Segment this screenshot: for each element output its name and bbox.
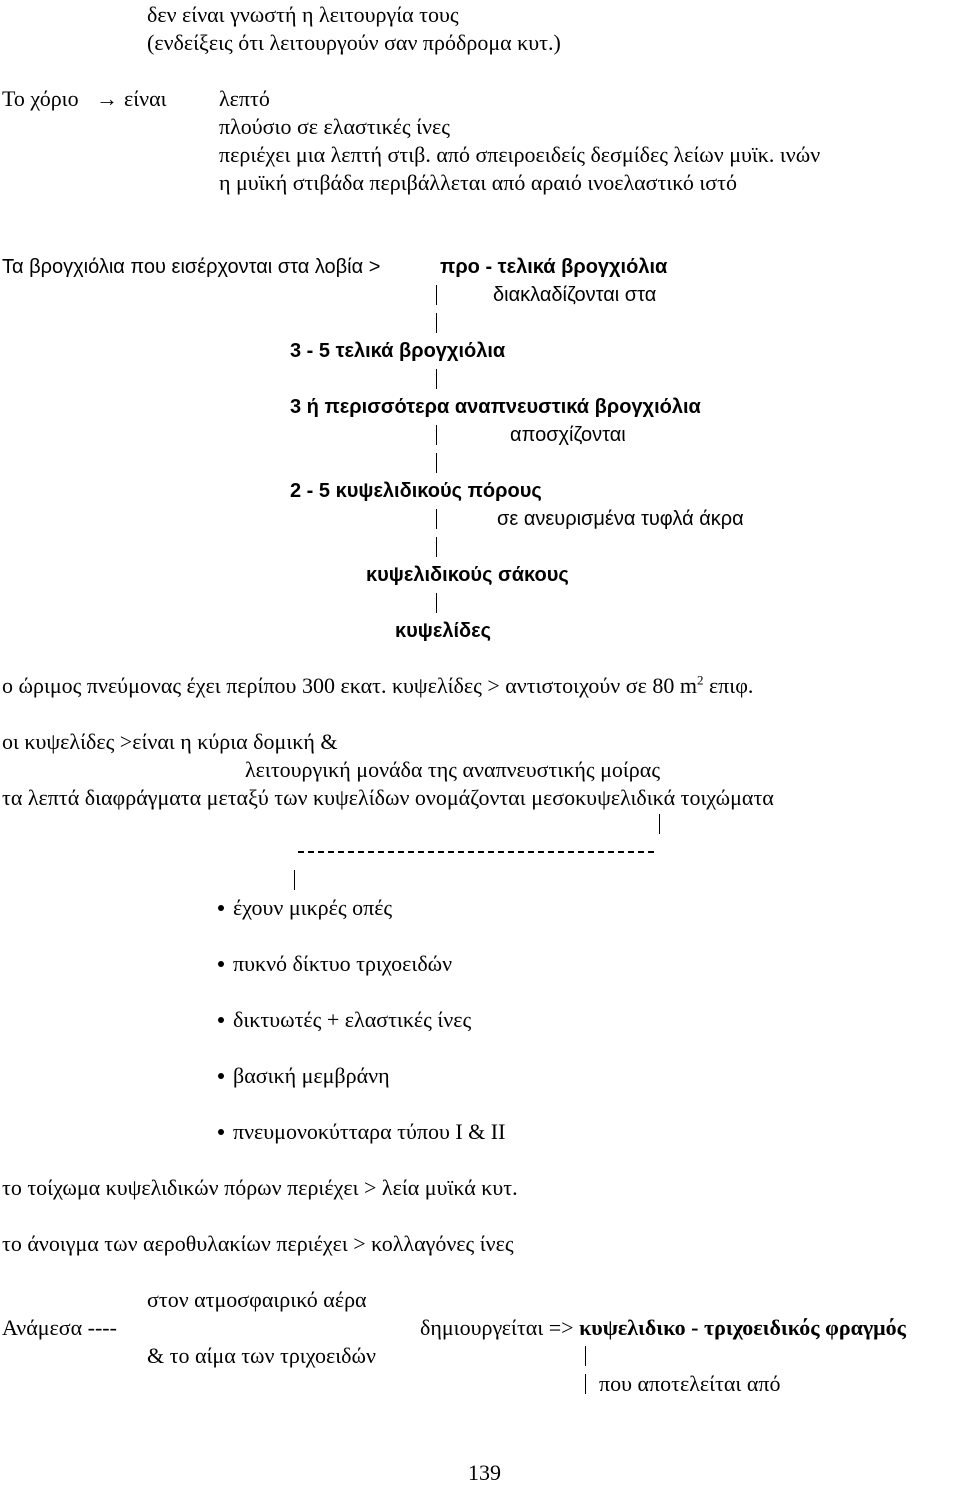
consists-text: που αποτελείται από: [599, 1371, 781, 1396]
connector-line: [659, 814, 660, 834]
terminal-bronchioles: 3 - 5 τελικά βρογχιόλια: [290, 340, 506, 362]
chorio-property: λεπτό: [219, 86, 270, 111]
alveoli-unit-line1: οι κυψελίδες >είναι η κύρια δομική &: [2, 729, 338, 754]
atmospheric-air: στον ατμοσφαιρικό αέρα: [147, 1287, 367, 1312]
page-number: 139: [468, 1460, 501, 1485]
feature-item: βασική μεμβράνη: [233, 1063, 390, 1088]
alveolar-sacs: κυψελιδικούς σάκους: [366, 564, 569, 586]
bullet-icon: [218, 961, 224, 967]
between-label: Ανάμεσα ----: [2, 1315, 117, 1340]
atria-text: το άνοιγμα των αεροθυλακίων περιέχει > κολλαγόνες ίνες: [2, 1231, 514, 1256]
branching-intro: Τα βρογχιόλια που εισέρχονται στα λοβία >: [2, 256, 381, 278]
connector-line: [585, 1374, 586, 1394]
connector-line: [436, 593, 437, 613]
connector-line: [436, 313, 437, 333]
bullet-icon: [218, 905, 224, 911]
feature-item: πνευμονοκύτταρα τύπου Ι & ΙΙ: [233, 1119, 506, 1144]
feature-item: δικτυωτές + ελαστικές ίνες: [233, 1007, 472, 1032]
text-line-precursor: (ενδείξεις ότι λειτουργούν σαν πρόδρομα κυτ.): [147, 30, 561, 55]
connector-line: [436, 509, 437, 529]
respiratory-bronchioles: 3 ή περισσότερα αναπνευστικά βρογχιόλια: [290, 396, 701, 418]
duct-wall-text: το τοίχωμα κυψελιδικών πόρων περιέχει > λεία μυϊκά κυτ.: [2, 1175, 518, 1200]
chorio-verb: είναι: [124, 86, 167, 111]
mature-lung-fact: ο ώριμος πνεύμονας έχει περίπου 300 εκατ. κυψελίδες > αντιστοιχούν σε 80 $m^2$ επιφ.: [2, 672, 754, 698]
feature-item: έχουν μικρές οπές: [233, 895, 393, 920]
interalveolar-septa: τα λεπτά διαφράγματα μεταξύ των κυψελίδων ονομάζονται μεσοκυψελιδικά τοιχώματα: [2, 785, 774, 810]
feature-item: πυκνό δίκτυο τριχοειδών: [233, 951, 453, 976]
barrier-line: δημιουργείται => κυψελιδικο - τριχοειδικός φραγμός: [420, 1315, 906, 1340]
bullet-icon: [218, 1129, 224, 1135]
chorio-property: η μυϊκή στιβάδα περιβάλλεται από αραιό ινοελαστικό ιστό: [219, 170, 737, 195]
connector-line: [436, 425, 437, 445]
chorio-property: περιέχει μια λεπτή στιβ. από σπειροειδείς δεσμίδες λείων μυϊκ. ινών: [219, 142, 821, 167]
chorio-label: Το χόριο: [2, 86, 79, 111]
capillary-blood: & το αίμα των τριχοειδών: [147, 1343, 376, 1368]
chorio-property: πλούσιο σε ελαστικές ίνες: [219, 114, 450, 139]
branch-text: διακλαδίζονται στα: [493, 284, 657, 306]
bullet-icon: [218, 1073, 224, 1079]
connector-line: [585, 1346, 586, 1366]
split-text: αποσχίζονται: [510, 424, 626, 446]
connector-line: [436, 537, 437, 557]
connector-line: [436, 285, 437, 305]
connector-line: [436, 369, 437, 389]
bullet-icon: [218, 1017, 224, 1023]
right-arrow-icon: →: [96, 86, 118, 111]
alveolar-ducts: 2 - 5 κυψελιδικούς πόρους: [290, 480, 542, 502]
connector-line: [436, 453, 437, 473]
ends-text: σε ανευρισμένα τυφλά άκρα: [497, 508, 744, 530]
connector-line: [294, 870, 295, 890]
dashed-separator: [298, 851, 654, 853]
alveoli: κυψελίδες: [395, 620, 492, 642]
alveoli-unit-line2: λειτουργική μονάδα της αναπνευστικής μοίρας: [245, 757, 661, 782]
pre-terminal-bronchioles: προ - τελικά βρογχιόλια: [440, 256, 668, 278]
text-line-function: δεν είναι γνωστή η λειτουργία τους: [147, 2, 459, 27]
